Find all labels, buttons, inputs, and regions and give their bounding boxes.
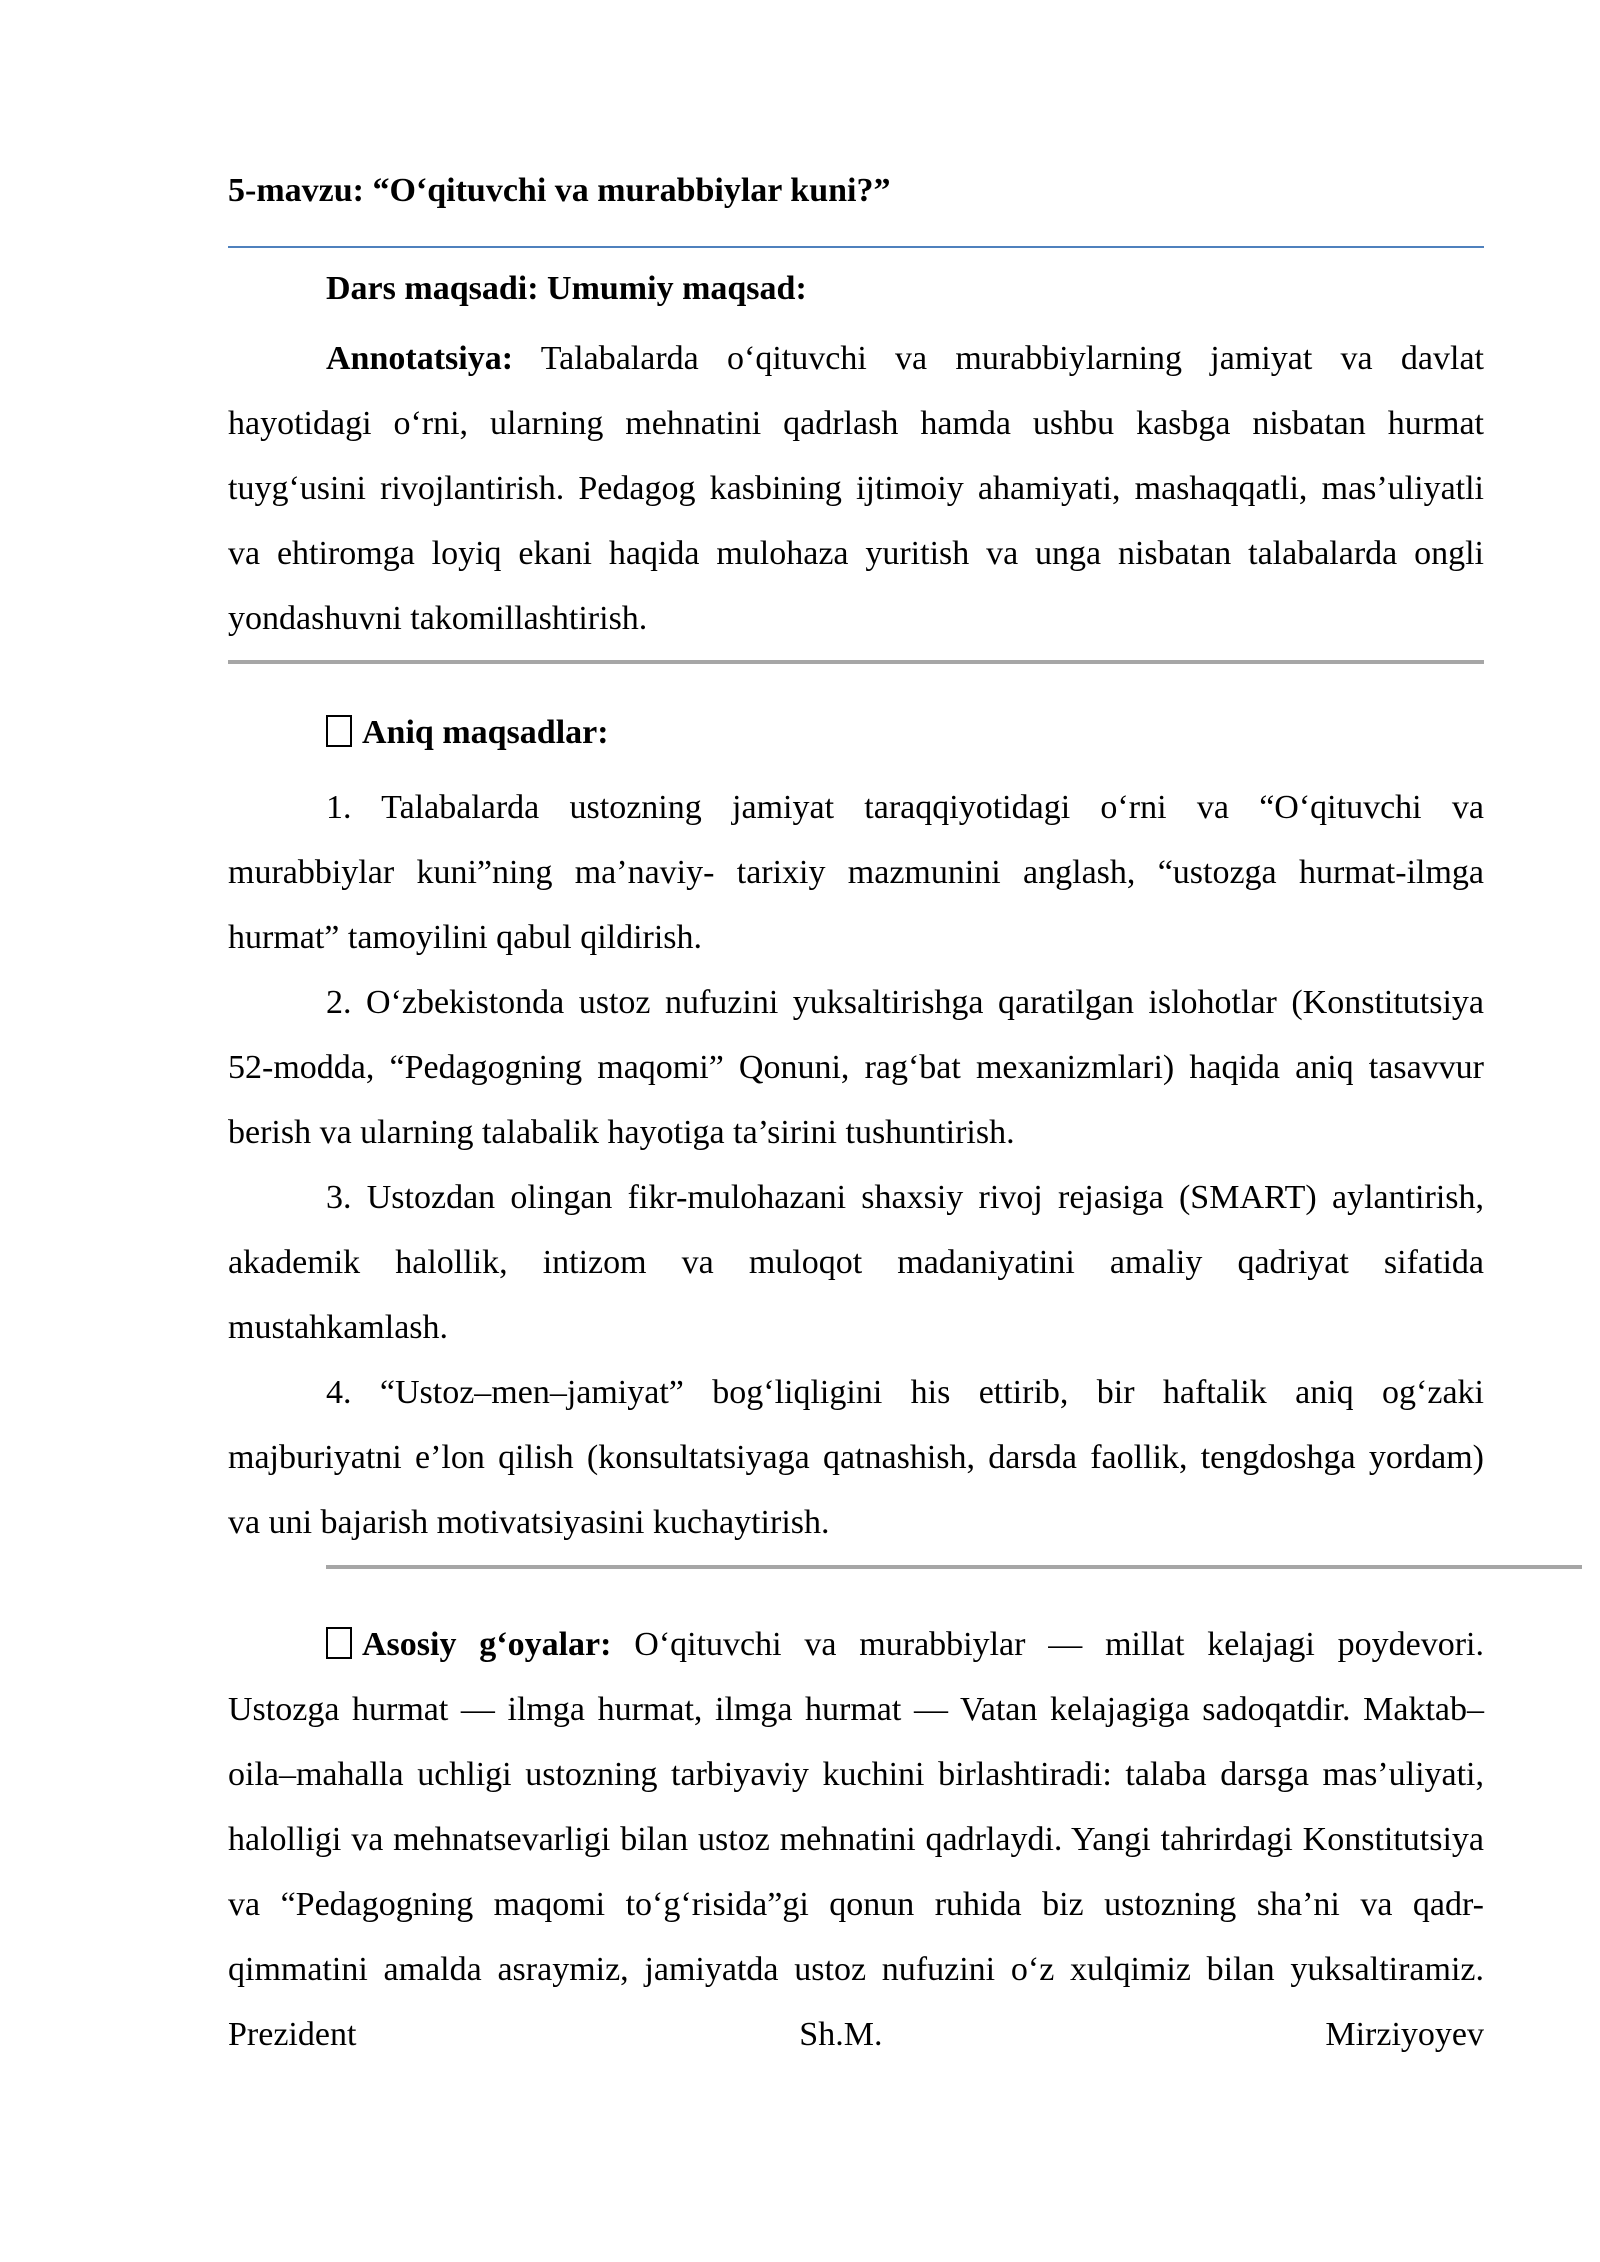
section-divider-2: [326, 1565, 1582, 1569]
checkbox-icon: [326, 715, 352, 747]
section-divider-1: [228, 660, 1484, 664]
annotation-paragraph: [228, 326, 1484, 651]
title-divider: [228, 246, 1484, 248]
annotation-label: Annotatsiya:: [326, 340, 514, 377]
list-item: 4. “Ustoz–men–jamiyat” bog‘liqligini his ettirib, bir haftalik aniq og‘zaki majburiyatni e’lon qilish (konsultatsiyaga qatnashish, darsda faollik, tengdoshga yordam) va uni bajarish motivatsiyasini kuchaytirish.: [228, 1374, 1484, 1541]
list-item: 3. Ustozdan olingan fikr-mulohazani shaxsiy rivoj rejasiga (SMART) aylantirish, akademik halollik, intizom va muloqot madaniyatini amaliy qadriyat sifatida mustahkamlash.: [228, 1179, 1484, 1346]
page-title: 5-mavzu: “O‘qituvchi va murabbiylar kuni?”: [228, 172, 891, 209]
list-item: 1. Talabalarda ustozning jamiyat taraqqiyotidagi o‘rni va “O‘qituvchi va murabbiylar kuni”ning ma’naviy- tarixiy mazmunini anglash, “ustozga hurmat-ilmga hurmat” tamoyilini qabul qildirish.: [228, 789, 1484, 956]
main-ideas-text: O‘qituvchi va murabbiylar — millat kelajagi poydevori. Ustozga hurmat — ilmga hurmat, ilmga hurmat — Vatan kelajagiga sadoqatdir. Maktab–oila–mahalla uchligi ustozning tarbiyaviy kuchini birlashtiradi: talaba darsga mas’uliyati, halolligi va mehnatsevarligi bilan ustoz mehnatini qadrlaydi. Yangi tahrirdagi Konstitutsiya va “Pedagogning maqomi to‘g‘risida”gi qonun ruhida biz ustozning sha’ni va qadr-qimmatini amalda asraymiz, jamiyatda ustoz nufuzini o‘z xulqimiz bilan yuksaltiramiz. Prezident Sh.M. Mirziyoyev: [228, 1626, 1484, 2053]
checkbox-icon: [326, 1627, 352, 1659]
specific-goals-label: Aniq maqsadlar:: [362, 714, 609, 751]
annotation-text: Talabalarda o‘qituvchi va murabbiylarning jamiyat va davlat hayotidagi o‘rni, ularning mehnatini qadrlash hamda ushbu kasbga nisbatan hurmat tuyg‘usini rivojlantirish. Pedagog kasbining ijtimoiy ahamiyati, mashaqqatli, mas’uliyatli va ehtiromga loyiq ekani haqida mulohaza yuritish va unga nisbatan talabalarda ongli yondashuvni takomillashtirish.: [228, 340, 1484, 637]
lesson-goal-heading: Dars maqsadi: Umumiy maqsad:: [326, 270, 807, 307]
main-ideas-paragraph: [228, 1612, 1484, 2067]
main-ideas-label: Asosiy g‘oyalar:: [362, 1626, 612, 1663]
specific-goals-heading: [326, 714, 609, 752]
list-item: 2. O‘zbekistonda ustoz nufuzini yuksaltirishga qaratilgan islohotlar (Konstitutsiya 52-modda, “Pedagogning maqomi” Qonuni, rag‘bat mexanizmlari) haqida aniq tasavvur berish va ularning talabalik hayotiga ta’sirini tushuntirish.: [228, 984, 1484, 1151]
specific-goals-list: [228, 775, 1484, 1555]
